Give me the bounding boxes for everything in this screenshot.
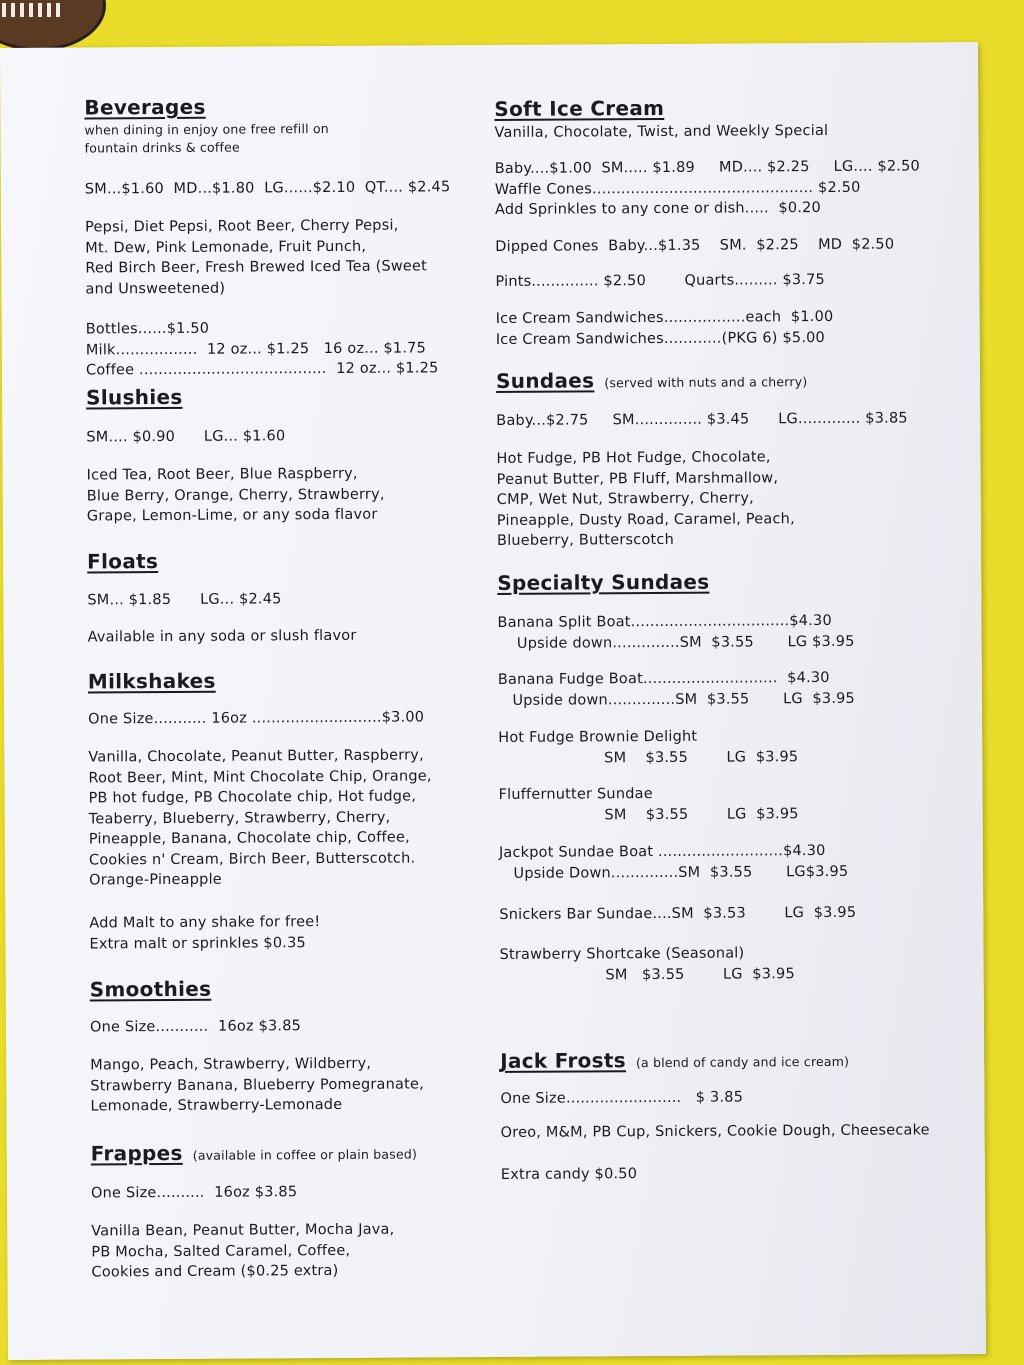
specialty-item-line: Upside Down..............SM $3.55 LG$3.95 xyxy=(499,863,849,882)
topping-line: CMP, Wet Nut, Strawberry, Cherry, xyxy=(496,490,754,508)
floats-note: Available in any soda or slush flavor xyxy=(87,627,357,646)
smoothies-size: One Size........... 16oz $3.85 xyxy=(89,1018,302,1036)
soft-ice-cream-heading: Soft Ice Cream xyxy=(494,95,665,121)
beverages-note-2: fountain drinks & coffee xyxy=(84,139,240,156)
soft-ice-cream-subtitle: Vanilla, Chocolate, Twist, and Weekly Special xyxy=(494,122,829,141)
specialty-item-line: Upside down..............SM $3.55 LG $3.95 xyxy=(497,633,855,652)
floats-sizes: SM... $1.85 LG... $2.45 xyxy=(87,591,282,609)
flavor-line: and Unsweetened) xyxy=(85,280,226,297)
sundaes-toppings xyxy=(496,447,795,551)
frappes-note: (available in coffee or plain based) xyxy=(192,1146,418,1163)
specialty-item-line: Strawberry Shortcake (Seasonal) xyxy=(499,945,745,963)
flavor-line: Cookies and Cream ($0.25 extra) xyxy=(91,1262,339,1281)
slushies-heading: Slushies xyxy=(86,384,183,410)
slushies-flavors xyxy=(87,464,385,527)
frappes-heading: Frappes xyxy=(90,1140,183,1166)
specialty-item xyxy=(498,726,798,769)
specialty-item-line: Banana Split Boat.................................$4.30 xyxy=(497,612,832,631)
beverages-heading: Beverages xyxy=(84,94,206,120)
right-column xyxy=(494,42,930,1183)
floats-heading: Floats xyxy=(87,549,159,574)
section-beverages xyxy=(84,94,329,157)
pints-quarts: Pints.............. $2.50 Quarts......... $3.75 xyxy=(495,271,825,290)
specialty-sundaes-heading: Specialty Sundaes xyxy=(497,569,710,595)
table-edge-decor xyxy=(0,0,106,51)
flavor-line: PB hot fudge, PB Chocolate chip, Hot fudge, xyxy=(88,788,417,807)
sundaes-heading: Sundaes xyxy=(495,368,595,393)
jack-frosts-header xyxy=(500,1047,849,1073)
sundaes-header xyxy=(496,367,808,393)
specialty-item-line: Banana Fudge Boat............................ $4.30 xyxy=(497,669,830,688)
specialty-item xyxy=(499,783,799,826)
smoothies-flavors xyxy=(90,1053,424,1117)
milk-price: Milk................. 12 oz... $1.25 16 oz... $1.75 xyxy=(85,339,427,358)
beverages-sizes: SM...$1.60 MD...$1.80 LG......$2.10 QT.... $2.45 xyxy=(84,179,451,198)
flavor-line: Mt. Dew, Pink Lemonade, Fruit Punch, xyxy=(85,238,367,256)
flavor-line: Blue Berry, Orange, Cherry, Strawberry, xyxy=(86,486,385,504)
jack-frosts-heading: Jack Frosts xyxy=(500,1048,626,1073)
specialty-item-line: Jackpot Sundae Boat ..........................$4.30 xyxy=(498,842,826,861)
frappes-size: One Size.......... 16oz $3.85 xyxy=(90,1184,298,1202)
specialty-item-line: Snickers Bar Sundae....SM $3.53 LG $3.95 xyxy=(499,904,857,923)
slushies-sizes: SM.... $0.90 LG... $1.60 xyxy=(86,428,286,446)
frappes-flavors xyxy=(91,1220,395,1283)
flavor-line: Root Beer, Mint, Mint Chocolate Chip, Orange, xyxy=(88,767,432,786)
frappes-header xyxy=(91,1139,417,1165)
specialty-item-line: Hot Fudge Brownie Delight xyxy=(498,728,698,746)
flavor-line: Mango, Peach, Strawberry, Wildberry, xyxy=(90,1055,372,1074)
flavor-line: Vanilla, Chocolate, Peanut Butter, Raspberry, xyxy=(88,747,424,766)
milkshakes-extras xyxy=(89,912,320,954)
left-column xyxy=(84,45,451,1281)
specialty-item xyxy=(498,668,855,711)
smoothies-heading: Smoothies xyxy=(89,976,212,1002)
flavor-line: Cookies n' Cream, Birch Beer, Butterscotch. xyxy=(88,849,416,868)
topping-line: Blueberry, Butterscotch xyxy=(496,531,674,549)
specialty-item xyxy=(497,611,854,654)
flavor-line: Iced Tea, Root Beer, Blue Raspberry, xyxy=(86,465,358,484)
bottles-price: Bottles......$1.50 xyxy=(85,320,210,338)
flavor-line: PB Mocha, Salted Caramel, Coffee, xyxy=(91,1242,351,1260)
sandwich-each: Ice Cream Sandwiches.................each $1.00 xyxy=(495,308,834,327)
jack-frosts-size: One Size........................ $ 3.85 xyxy=(500,1089,744,1107)
beverages-flavors xyxy=(85,215,427,299)
sandwich-pkg: Ice Cream Sandwiches............(PKG 6) $5.00 xyxy=(495,329,826,348)
specialty-item-line: SM $3.55 LG $3.95 xyxy=(498,805,799,824)
specialty-item xyxy=(499,943,794,986)
flavor-line: Pepsi, Diet Pepsi, Root Beer, Cherry Pepsi, xyxy=(85,217,399,236)
waffle-cones: Waffle Cones.............................................. $2.50 xyxy=(494,179,861,198)
coffee-price: Coffee ....................................... 12 oz... $1.25 xyxy=(85,360,439,379)
sundaes-note: (served with nuts and a cherry) xyxy=(604,374,808,391)
sundaes-sizes: Baby...$2.75 SM.............. $3.45 LG............. $3.85 xyxy=(496,410,908,429)
specialty-item-line: SM $3.55 LG $3.95 xyxy=(498,748,799,767)
specialty-item-line: Fluffernutter Sundae xyxy=(498,786,653,803)
flavor-line: Strawberry Banana, Blueberry Pomegranate, xyxy=(90,1075,424,1094)
section-soft-ice-cream xyxy=(494,95,828,144)
jack-frosts-flavors: Oreo, M&M, PB Cup, Snickers, Cookie Dough, Cheesecake xyxy=(500,1122,930,1141)
topping-line: Hot Fudge, PB Hot Fudge, Chocolate, xyxy=(496,449,771,467)
flavor-line: Grape, Lemon-Lime, or any soda flavor xyxy=(86,506,378,525)
cone-sizes: Baby....$1.00 SM..... $1.89 MD.... $2.25 LG.... $2.50 xyxy=(494,158,920,177)
soft-ice-cream-prices xyxy=(495,156,921,220)
specialty-item-line: Upside down..............SM $3.55 LG $3.95 xyxy=(497,690,856,709)
flavor-line: Lemonade, Strawberry-Lemonade xyxy=(90,1096,343,1115)
flavor-line: Red Birch Beer, Fresh Brewed Iced Tea (Sweet xyxy=(85,258,428,277)
specialty-item-line: SM $3.55 LG $3.95 xyxy=(499,965,795,984)
flavor-line: Vanilla Bean, Peanut Butter, Mocha Java, xyxy=(91,1221,395,1240)
milkshakes-flavors xyxy=(88,745,432,891)
flavor-line: Orange-Pineapple xyxy=(89,871,222,889)
topping-line: Pineapple, Dusty Road, Caramel, Peach, xyxy=(496,510,795,529)
stitch-pattern xyxy=(0,3,63,17)
specialty-item xyxy=(499,841,849,884)
jack-frosts-note: (a blend of candy and ice cream) xyxy=(635,1053,850,1071)
flavor-line: Pineapple, Banana, Chocolate chip, Coffee, xyxy=(88,829,410,848)
extra-line: Add Malt to any shake for free! xyxy=(89,914,321,932)
beverages-bottles-milk-coffee xyxy=(86,317,439,381)
topping-line: Peanut Butter, PB Fluff, Marshmallow, xyxy=(496,469,779,488)
extra-line: Extra malt or sprinkles $0.35 xyxy=(89,934,306,952)
menu-page xyxy=(0,42,986,1360)
flavor-line: Teaberry, Blueberry, Strawberry, Cherry, xyxy=(88,809,391,827)
specialty-item xyxy=(499,903,856,926)
beverages-note-1: when dining in enjoy one free refill on xyxy=(84,120,329,138)
milkshakes-size: One Size........... 16oz ...........................$3.00 xyxy=(88,709,425,728)
sprinkles-addon: Add Sprinkles to any cone or dish..... $0.20 xyxy=(494,199,822,218)
jack-frosts-extra: Extra candy $0.50 xyxy=(500,1166,638,1183)
ice-cream-sandwiches xyxy=(496,307,834,350)
milkshakes-heading: Milkshakes xyxy=(87,668,216,694)
dipped-cones: Dipped Cones Baby...$1.35 SM. $2.25 MD $2.50 xyxy=(495,236,895,255)
